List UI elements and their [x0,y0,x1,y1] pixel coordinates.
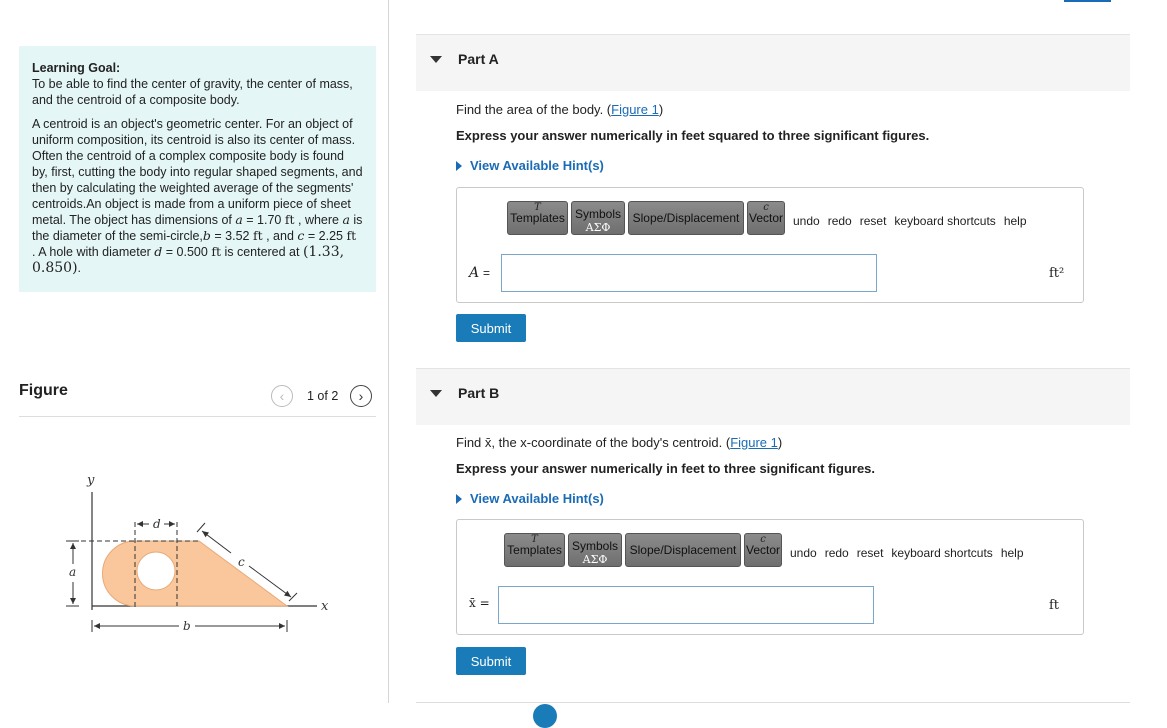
figure-header [19,380,376,417]
caret-right-icon [456,494,462,504]
part-a-submit-button[interactable]: Submit [456,314,526,342]
c-arrow-upper [202,531,209,537]
part-b-submit-button[interactable]: Submit [456,647,526,675]
part-b-header[interactable] [416,368,1130,425]
templates-button[interactable]: 𝑇 Templates [507,201,568,235]
redo-button[interactable]: redo [827,214,852,228]
part-a-answer-label: A = [469,265,491,281]
part-b-answer-box [456,519,1084,635]
caret-right-icon [456,161,462,171]
part-a-instruction: Express your answer numerically in feet squared to three significant figures. [456,128,930,143]
part-b-unit: ft [1049,598,1060,613]
a-arrow-top [70,543,76,549]
chevron-left-icon: ‹ [279,388,285,404]
symbols-button[interactable]: Symbols ΑΣΦ [568,533,622,567]
next-figure-button[interactable] [350,385,372,407]
column-divider [388,0,389,703]
composite-body-figure [19,420,349,640]
y-axis-label: y [87,473,95,488]
part-a-unit: ft² [1049,266,1065,281]
bottom-action-circle[interactable] [533,704,557,728]
collapse-triangle-icon[interactable] [430,56,442,63]
part-b-instruction: Express your answer numerically in feet to three significant figures. [456,461,876,476]
c-tick-top [197,523,205,532]
bottom-separator [416,702,1130,703]
part-a-question: Find the area of the body. (Figure 1) [456,102,664,117]
reset-button[interactable]: reset [859,214,887,228]
previous-figure-button[interactable] [271,385,293,407]
hole [137,552,175,590]
figure-title: Figure [19,382,68,399]
c-arrow-lower [284,591,291,597]
redo-button[interactable]: redo [824,546,849,560]
part-b-title: Part B [458,385,500,401]
part-a-hint-toggle[interactable]: View Available Hint(s) [456,158,604,173]
figure-1-link[interactable]: Figure 1 [611,102,659,117]
help-button[interactable]: help [1003,214,1027,228]
vector-button[interactable]: c Vector [744,533,782,567]
collapse-triangle-icon[interactable] [430,390,442,397]
chevron-right-icon: › [358,388,364,404]
b-label: b [183,619,191,633]
part-b-math-toolbar [504,533,1027,571]
c-label: c [238,555,245,569]
x-axis-label: x [321,599,329,614]
part-a-answer-box [456,187,1084,303]
templates-button[interactable]: 𝑇 Templates [504,533,565,567]
d-label: d [153,517,161,531]
part-a-title: Part A [458,51,499,67]
learning-goal-text: To be able to find the center of gravity, the center of mass, and the centroid of a composite body. [32,77,353,107]
keyboard-shortcuts-button[interactable]: keyboard shortcuts [894,214,996,228]
part-b-answer-input[interactable] [498,586,874,624]
part-a-header[interactable] [416,34,1130,91]
top-link-underline [1064,0,1111,2]
b-arrow-right [279,623,285,629]
part-a-math-toolbar [507,201,1030,239]
keyboard-shortcuts-button[interactable]: keyboard shortcuts [891,546,993,560]
vector-button[interactable]: c Vector [747,201,785,235]
help-button[interactable]: help [1000,546,1024,560]
part-a-answer-input[interactable] [501,254,877,292]
problem-statement: A centroid is an object's geometric center. For an object of uniform composition, its centroid is also its center of mass. Often the centroid of a complex composite body is found by, first, cutting the body into regular shaped segments, and then by calculating the weighted average of the segments' centroids.An object is made from a uniform piece of sheet metal. The object has dimensions of a = 1.70 ft , where a is the diameter of the semi-circle,b = 3.52 ft , and c = 2.25 ft . A hole with diameter d = 0.500 ft is centered at (1.33, 0.850). [32,117,363,276]
slope-displacement-button[interactable]: Slope/Displacement [628,201,744,235]
reset-button[interactable]: reset [856,546,884,560]
symbols-button[interactable]: Symbols ΑΣΦ [571,201,625,235]
a-arrow-bottom [70,598,76,604]
undo-button[interactable]: undo [790,546,817,560]
d-arrow-right [169,521,175,527]
part-b-question: Find x̄, the x-coordinate of the body's centroid. (Figure 1) [456,435,783,450]
part-b-answer-label: x̄ = [469,596,490,610]
learning-goal-title: Learning Goal: [32,61,121,75]
d-arrow-left [137,521,143,527]
a-label: a [69,565,77,579]
learning-goal-panel [19,46,376,292]
b-arrow-left [94,623,100,629]
slope-displacement-button[interactable]: Slope/Displacement [625,533,741,567]
undo-button[interactable]: undo [793,214,820,228]
figure-counter: 1 of 2 [307,389,339,403]
part-b-hint-toggle[interactable]: View Available Hint(s) [456,491,604,506]
figure-1-link[interactable]: Figure 1 [730,435,778,450]
